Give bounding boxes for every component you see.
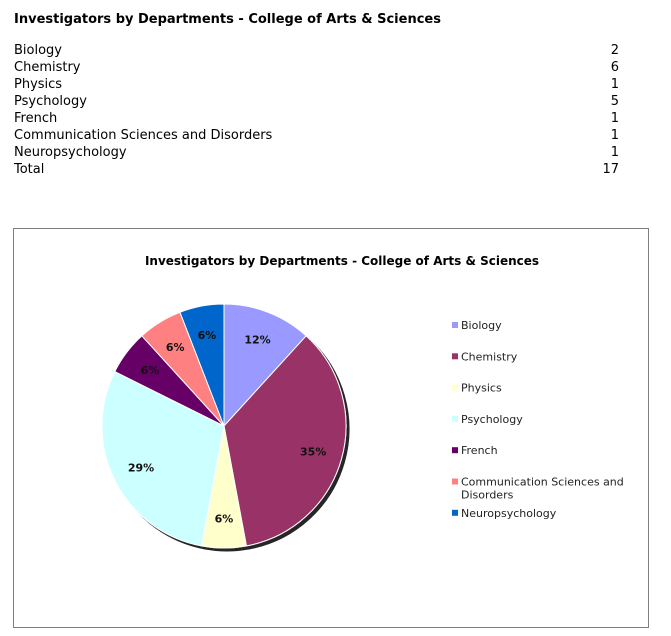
total-row — [14, 161, 619, 178]
row-label: Psychology — [14, 94, 87, 109]
legend-label: Chemistry — [461, 350, 518, 364]
legend-label: Disorders — [461, 488, 514, 502]
row-value: 1 — [610, 128, 619, 143]
row-label: Communication Sciences and Disorders — [14, 128, 273, 143]
row-label: Neuropsychology — [14, 145, 127, 160]
legend-label: Psychology — [461, 412, 523, 426]
page-title: Investigators by Departments - College of Arts & Sciences — [14, 12, 441, 27]
data-label: 12% — [244, 333, 271, 347]
row-value: 1 — [610, 111, 619, 126]
row-label: Chemistry — [14, 60, 81, 75]
data-label: 6% — [140, 364, 160, 378]
legend — [452, 319, 624, 520]
pie-chart — [14, 229, 648, 627]
table-row — [14, 110, 619, 127]
data-label: 35% — [300, 445, 327, 459]
data-label: 29% — [127, 461, 155, 475]
legend-swatch — [452, 385, 458, 391]
data-label: 6% — [197, 328, 217, 342]
row-value: 1 — [610, 77, 619, 92]
row-label: Physics — [14, 77, 63, 92]
table-row — [14, 144, 619, 161]
legend-label: Physics — [461, 381, 502, 395]
chart-container — [13, 228, 649, 628]
chart-title: Investigators by Departments - College of Arts & Sciences — [144, 254, 540, 268]
row-value: 2 — [610, 43, 619, 58]
table-row — [14, 42, 619, 59]
row-label: French — [14, 111, 58, 126]
data-label: 6% — [214, 512, 234, 526]
table-row — [14, 93, 619, 110]
total-label: Total — [14, 162, 45, 177]
pie-group — [102, 304, 346, 548]
legend-swatch — [452, 510, 458, 516]
legend-label: Biology — [461, 319, 502, 332]
row-label: Biology — [14, 43, 62, 58]
legend-swatch — [452, 322, 458, 328]
table-row — [14, 127, 619, 144]
legend-label: Neuropsychology — [461, 506, 557, 520]
legend-label: Communication Sciences and — [461, 475, 624, 489]
legend-swatch — [452, 416, 458, 422]
data-label: 6% — [165, 341, 185, 355]
legend-swatch — [452, 447, 458, 453]
table-row — [14, 59, 619, 76]
row-value: 6 — [610, 60, 619, 75]
legend-label: French — [461, 444, 498, 458]
table-row — [14, 76, 619, 93]
legend-swatch — [452, 479, 458, 485]
legend-swatch — [452, 353, 458, 359]
row-value: 1 — [610, 145, 619, 160]
summary-table — [14, 42, 619, 178]
row-value: 5 — [610, 94, 619, 109]
total-value: 17 — [602, 162, 619, 177]
